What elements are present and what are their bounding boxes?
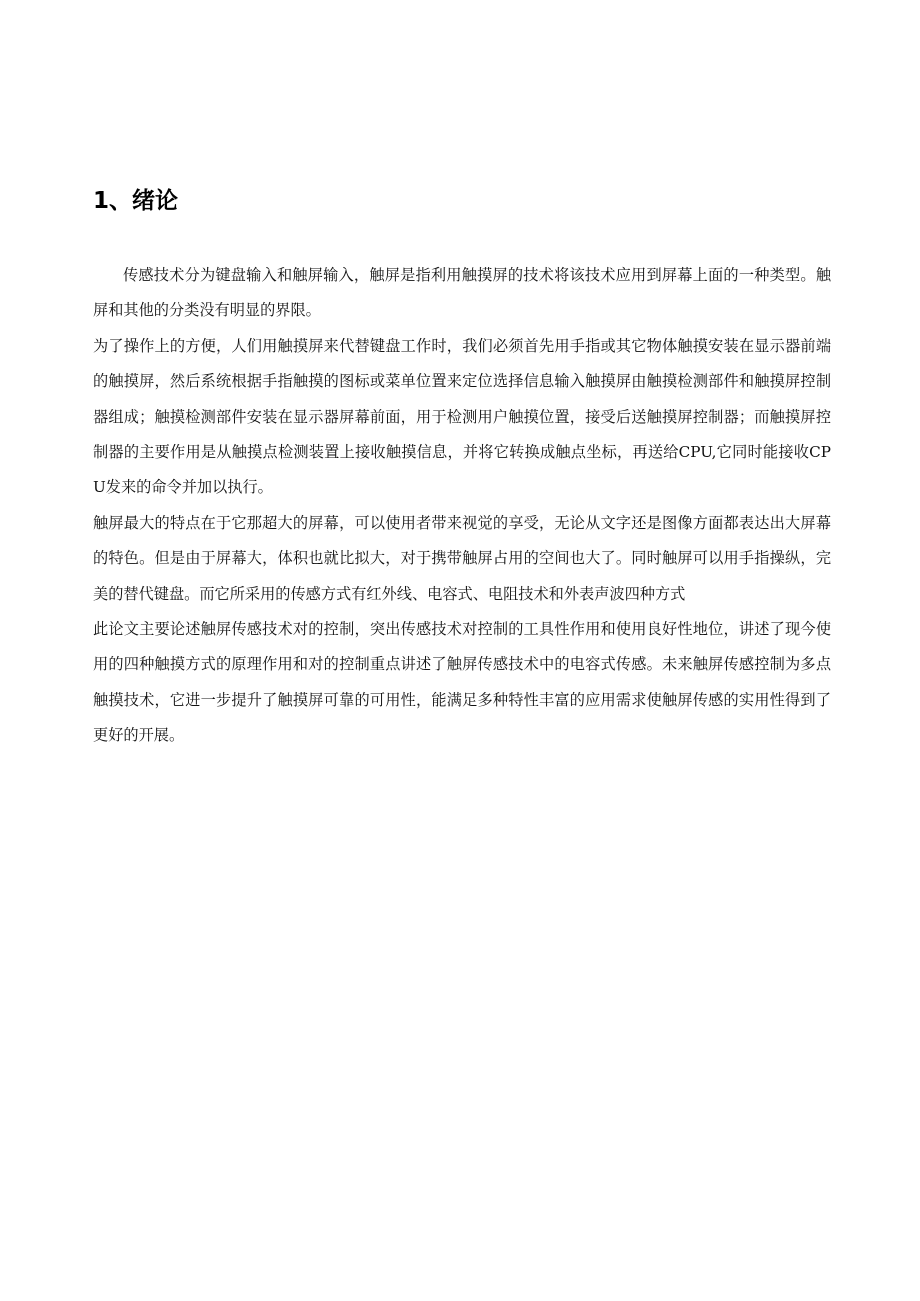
paragraph-summary: 此论文主要论述触屏传感技术对的控制，突出传感技术对控制的工具性作用和使用良好性地位，讲述了现今使用的四种触摸方式的原理作用和对的控制重点讲述了触屏传感技术中的电容式传感。未来触屏传感控制为多点触摸技术，它进一步提升了触摸屏可靠的可用性，能满足多种特性丰富的应用需求使触屏传感的实用性得到了更好的开展。 — [93, 620, 831, 745]
paragraph-operation: 为了操作上的方便，人们用触摸屏来代替键盘工作时，我们必须首先用手指或其它物体触摸安装在显示器前端的触摸屏，然后系统根据手指触摸的图标或菜单位置来定位选择信息输入触摸屏由触摸检测部件和触摸屏控制器组成；触摸检测部件安装在显示器屏幕前面，用于检测用户触摸位置，接受后送触摸屏控制器；而触摸屏控制器的主要作用是从触摸点检测装置上接收触摸信息，并将它转换成触点坐标，再送给CPU,它同时能接收CPU发来的命令并加以执行。 — [93, 336, 831, 497]
section-heading: 1、绪论 — [93, 188, 179, 214]
paragraph-intro: 传感技术分为键盘输入和触屏输入，触屏是指利用触摸屏的技术将该技术应用到屏幕上面的一种类型。触屏和其他的分类没有明显的界限。 — [93, 266, 831, 320]
paragraph-features: 触屏最大的特点在于它那超大的屏幕，可以使用者带来视觉的享受，无论从文字还是图像方面都表达出大屏幕的特色。但是由于屏幕大，体积也就比拟大，对于携带触屏占用的空间也大了。同时触屏可以用手指操纵，完美的替代键盘。而它所采用的传感方式有红外线、电容式、电阻技术和外表声波四种方式 — [93, 513, 831, 603]
body-text — [93, 258, 831, 754]
